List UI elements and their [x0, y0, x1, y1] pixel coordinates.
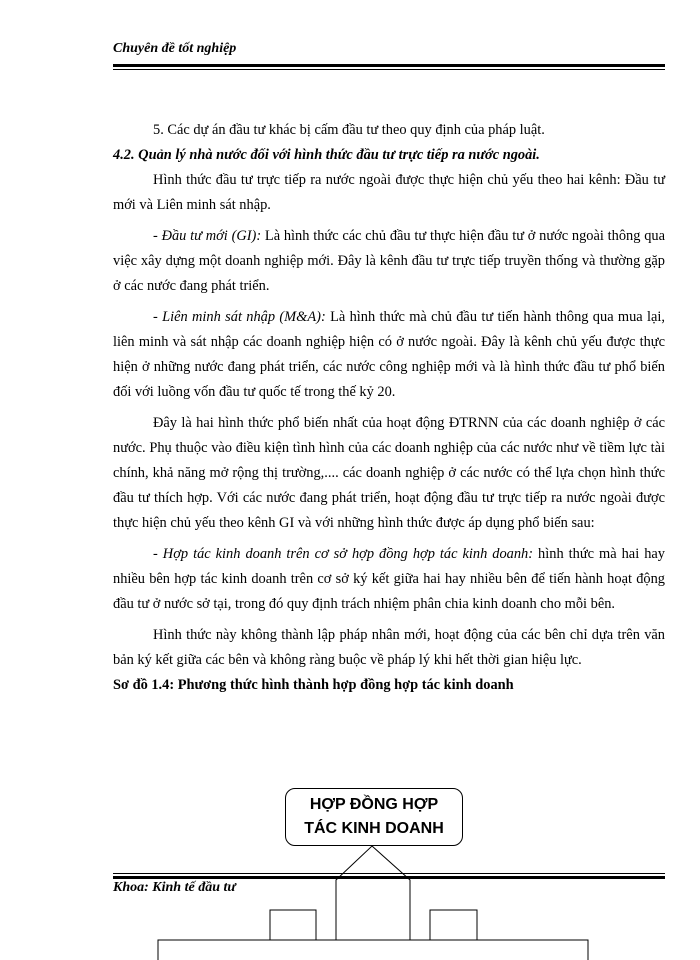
paragraph-6-label: - Hợp tác kinh doanh trên cơ sở hợp đồng hợp tác kinh doanh: — [153, 546, 534, 562]
paragraph-4-label: - Liên minh sát nhập (M&A): — [153, 309, 326, 325]
paragraph-3-text: Là hình thức các chủ đầu tư thực hiện đầu tư ở nước ngoài thông qua việc xây dựng một doanh nghiệp mới. Đây là kênh đầu tư trực tiếp truyền thống và thường gặp ở các nước đang phát triển. — [113, 228, 665, 294]
paragraph-6-text: hình thức mà hai hay nhiều bên hợp tác kinh doanh trên cơ sở ký kết giữa hai hay nhiều bên để tiến hành hoạt động đầu tư ở nước sở tại, trong đó quy định trách nhiệm phân chia kinh doanh cho mỗi bên. — [113, 546, 665, 612]
section-heading: 4.2. Quản lý nhà nước đối với hình thức đầu tư trực tiếp ra nước ngoài. — [113, 147, 540, 163]
diagram-box-contract — [285, 788, 463, 846]
page-header-title: Chuyên đề tốt nghiệp — [113, 41, 237, 56]
paragraph-2: Hình thức đầu tư trực tiếp ra nước ngoài được thực hiện chủ yếu theo hai kênh: Đầu tư mới và Liên minh sát nhập. — [113, 172, 665, 213]
page-footer-text: Khoa: Kinh tế đầu tư — [113, 880, 240, 896]
bottom-box-outline — [158, 940, 588, 960]
paragraph-3-label: - Đầu tư mới (GI): — [153, 228, 262, 244]
diagram-box-line-1: HỢP ĐỒNG HỢP — [309, 796, 439, 813]
paragraph-1: 5. Các dự án đầu tư khác bị cấm đầu tư theo quy định của pháp luật. — [153, 122, 545, 138]
diagram-box-line-2: TÁC KINH DOANH — [304, 820, 444, 837]
paragraph-4-text: Là hình thức mà chủ đầu tư tiến hành thông qua mua lại, liên minh và sát nhập các doanh nghiệp hiện có ở nước ngoài. Đây là kênh chủ yếu được thực hiện ở những nước đang phát triển, các nước công nghiệp mới và là hình thức đầu tư phổ biến đối với luồng vốn đầu tư quốc tế trong thế kỷ 20. — [113, 309, 665, 400]
footer-rule — [113, 873, 665, 879]
paragraph-7: Hình thức này không thành lập pháp nhân mới, hoạt động của các bên chỉ dựa trên văn bản ký kết giữa các bên và không ràng buộc về pháp lý khi hết thời gian hiệu lực. — [113, 627, 665, 668]
paragraph-5: Đây là hai hình thức phổ biến nhất của hoạt động ĐTRNN của các doanh nghiệp ở các nước. Phụ thuộc vào điều kiện tình hình của các doanh nghiệp của các nước như về tiềm lực tài chính, khả năng mở rộng thị trường,.... các doanh nghiệp ở các nước có thể lựa chọn hình thức đầu tư thích hợp. Với các nước đang phát triển, hoạt động đầu tư trực tiếp ra nước ngoài được thực hiện chủ yếu theo kênh GI và với những hình thức được áp dụng phổ biến sau: — [113, 415, 665, 531]
diagram-caption: Sơ đồ 1.4: Phương thức hình thành hợp đồng hợp tác kinh doanh — [113, 677, 514, 693]
